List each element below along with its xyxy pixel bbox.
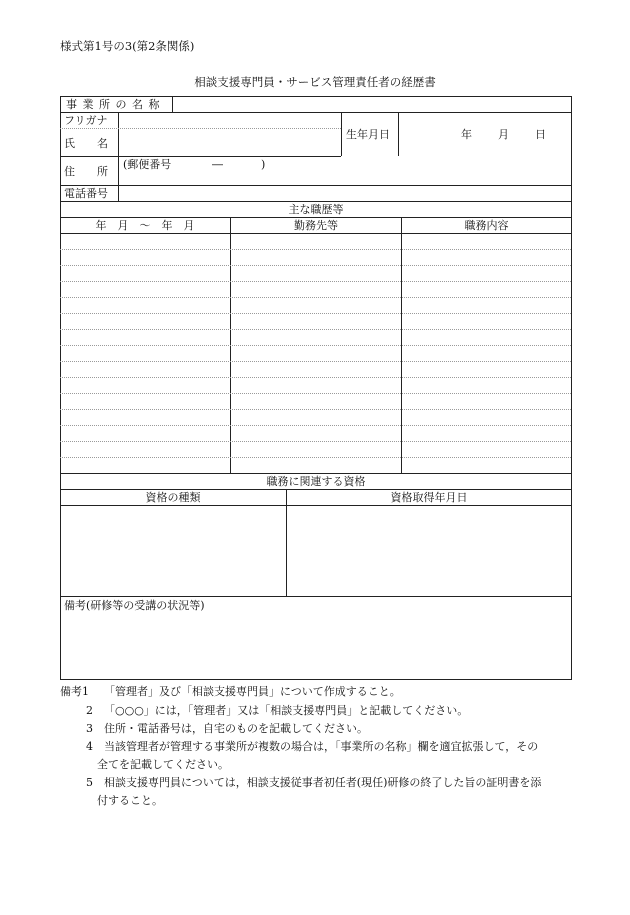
note-item: 当該管理者が管理する事業所が複数の場合は，「事業所の名称」欄を適宜拡張して，その	[104, 740, 539, 753]
career-col-duties: 職務内容	[464, 219, 509, 232]
table-row	[60, 297, 571, 298]
note-item: 相談支援専門員については，相談支援従事者初任者(現任)研修の終了した旨の証明書を添	[104, 776, 542, 789]
table-row	[60, 377, 571, 378]
remarks-label: 備考(研修等の受講の状況等)	[64, 599, 205, 612]
address-field[interactable]	[119, 157, 571, 185]
note-item: 「管理者」及び「相談支援専門員」について作成すること。	[104, 685, 401, 698]
name-field[interactable]	[119, 129, 341, 156]
table-row	[60, 393, 571, 394]
note-item: 「○○○」には，「管理者」又は「相談支援専門員」と記載してください。	[104, 704, 469, 717]
table-row	[60, 345, 571, 346]
postal-code-dash: ―	[212, 158, 223, 171]
table-row	[60, 409, 571, 410]
birthdate-label: 生年月日	[346, 128, 390, 141]
note-item-continued: 付すること。	[97, 794, 163, 807]
table-row	[60, 249, 571, 250]
table-border-right	[571, 96, 572, 679]
notes-heading: 備考1	[60, 685, 89, 698]
table-border-bottom	[60, 679, 572, 680]
office-name-label: 事 業 所 の 名 称	[66, 98, 161, 111]
table-row	[60, 329, 571, 330]
address-label: 住 所	[64, 165, 108, 178]
table-row	[60, 265, 571, 266]
month-label: 月	[498, 128, 509, 141]
note-number: 5	[86, 776, 93, 789]
table-row	[60, 457, 571, 458]
phone-field[interactable]	[119, 186, 571, 201]
day-label: 日	[535, 128, 546, 141]
note-item: 住所・電話番号は，自宅のものを記載してください。	[104, 722, 368, 735]
table-row	[60, 361, 571, 362]
table-row	[60, 313, 571, 314]
career-col-period: 年 月 ～ 年 月	[95, 219, 195, 232]
qualification-date-field[interactable]	[287, 506, 571, 596]
qualifications-section-title: 職務に関連する資格	[266, 475, 366, 488]
career-col-employer: 勤務先等	[294, 219, 338, 232]
remarks-field[interactable]	[61, 614, 571, 679]
note-item-continued: 全てを記載してください。	[97, 758, 229, 771]
postal-code-suffix: )	[261, 158, 266, 171]
document-title: 相談支援専門員・サービス管理責任者の経歴書	[194, 75, 436, 89]
form-number: 様式第1号の3(第2条関係)	[60, 39, 195, 53]
qualifications-col-date: 資格取得年月日	[390, 491, 468, 504]
table-row	[60, 281, 571, 282]
furigana-field[interactable]	[119, 113, 341, 128]
office-name-field[interactable]	[173, 97, 571, 112]
qualifications-col-type: 資格の種類	[145, 491, 201, 504]
postal-code-prefix: (郵便番号	[123, 158, 172, 171]
note-number: 4	[86, 740, 93, 753]
note-number: 3	[86, 722, 93, 735]
career-section-title: 主な職歴等	[288, 203, 344, 216]
phone-label: 電話番号	[64, 187, 108, 200]
table-row	[60, 441, 571, 442]
note-number: 2	[86, 704, 93, 717]
table-row	[60, 425, 571, 426]
year-label: 年	[461, 128, 472, 141]
furigana-label: フリガナ	[64, 114, 108, 127]
qualification-type-field[interactable]	[61, 506, 286, 596]
name-label: 氏 名	[64, 137, 108, 150]
